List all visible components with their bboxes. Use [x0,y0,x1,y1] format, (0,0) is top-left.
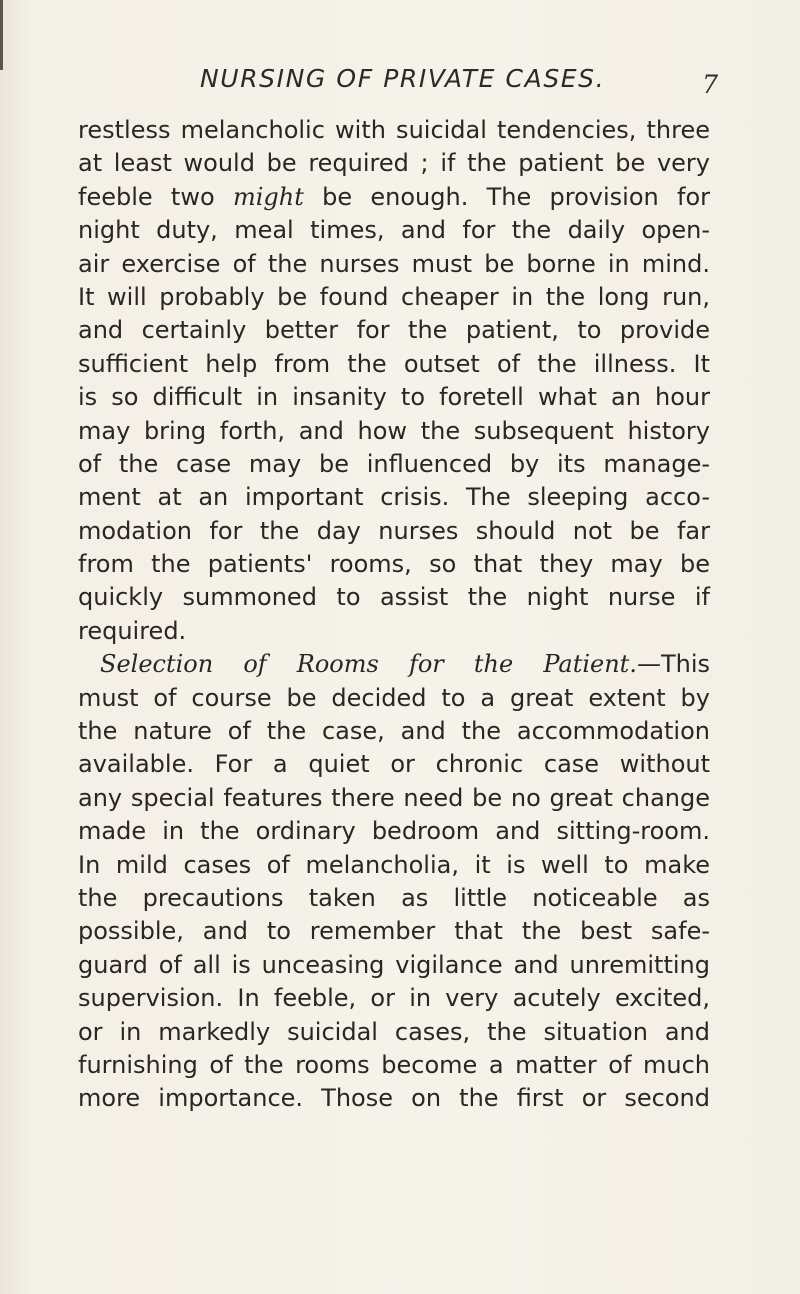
text-line: air exercise of the nurses must be borne in mind. [78,249,710,278]
page-header [78,64,720,100]
text-line: from the patients' rooms, so that they may be [78,550,710,579]
text-line: at least would be required ; if the patient be very [78,149,710,178]
text-line: restless melancholic with suicidal tendencies, three [78,116,710,144]
text-run: feeble two [78,182,233,211]
text-line: the nature of the case, and the accommodation [78,717,710,746]
text-line: possible, and to remember that the best safe- [78,917,710,946]
running-title: NURSING OF PRIVATE CASES. [200,64,606,93]
text-run: be enough. The provision for [303,182,711,211]
section-heading-line [78,648,710,681]
text-line: ment at an important crisis. The sleeping acco- [78,483,710,512]
text-line: night duty, meal times, and for the daily open- [78,216,710,245]
text-line: or in markedly suicidal cases, the situation and [78,1017,710,1046]
text-line: furnishing of the rooms become a matter of much [78,1050,710,1079]
text-line: any special features there need be no great change [78,783,710,812]
text-line: may bring forth, and how the subsequent history [78,416,710,445]
text-line [78,181,710,214]
page-number: 7 [702,70,718,99]
text-line: available. For a quiet or chronic case without [78,750,710,779]
section-heading: Selection of Rooms for the Patient. [100,650,637,679]
text-line: required. [78,616,187,645]
text-line: more importance. Those on the first or second [78,1084,710,1113]
italic-emphasis: might [232,182,304,211]
text-line: the precautions taken as little noticeable as [78,883,710,912]
text-run: —This [636,650,710,679]
text-line: modation for the day nurses should not be far [78,516,710,545]
text-line: is so difficult in insanity to foretell what an hour [78,383,710,412]
body-text [78,114,710,1116]
text-line: must of course be decided to a great extent by [78,683,710,712]
binding-edge [0,0,3,70]
text-line: It will probably be found cheaper in the long run, [78,282,710,311]
text-line: sufficient help from the outset of the illness. It [78,349,710,378]
text-line: supervision. In feeble, or in very acutely excited, [78,984,710,1013]
text-line: of the case may be influenced by its manage- [78,449,710,478]
text-line: guard of all is unceasing vigilance and unremitting [78,950,710,979]
text-line: In mild cases of melancholia, it is well to make [78,850,710,879]
text-line: and certainly better for the patient, to provide [78,316,710,345]
text-line: made in the ordinary bedroom and sitting-room. [78,817,710,846]
text-line: quickly summoned to assist the night nurse if [78,583,710,612]
